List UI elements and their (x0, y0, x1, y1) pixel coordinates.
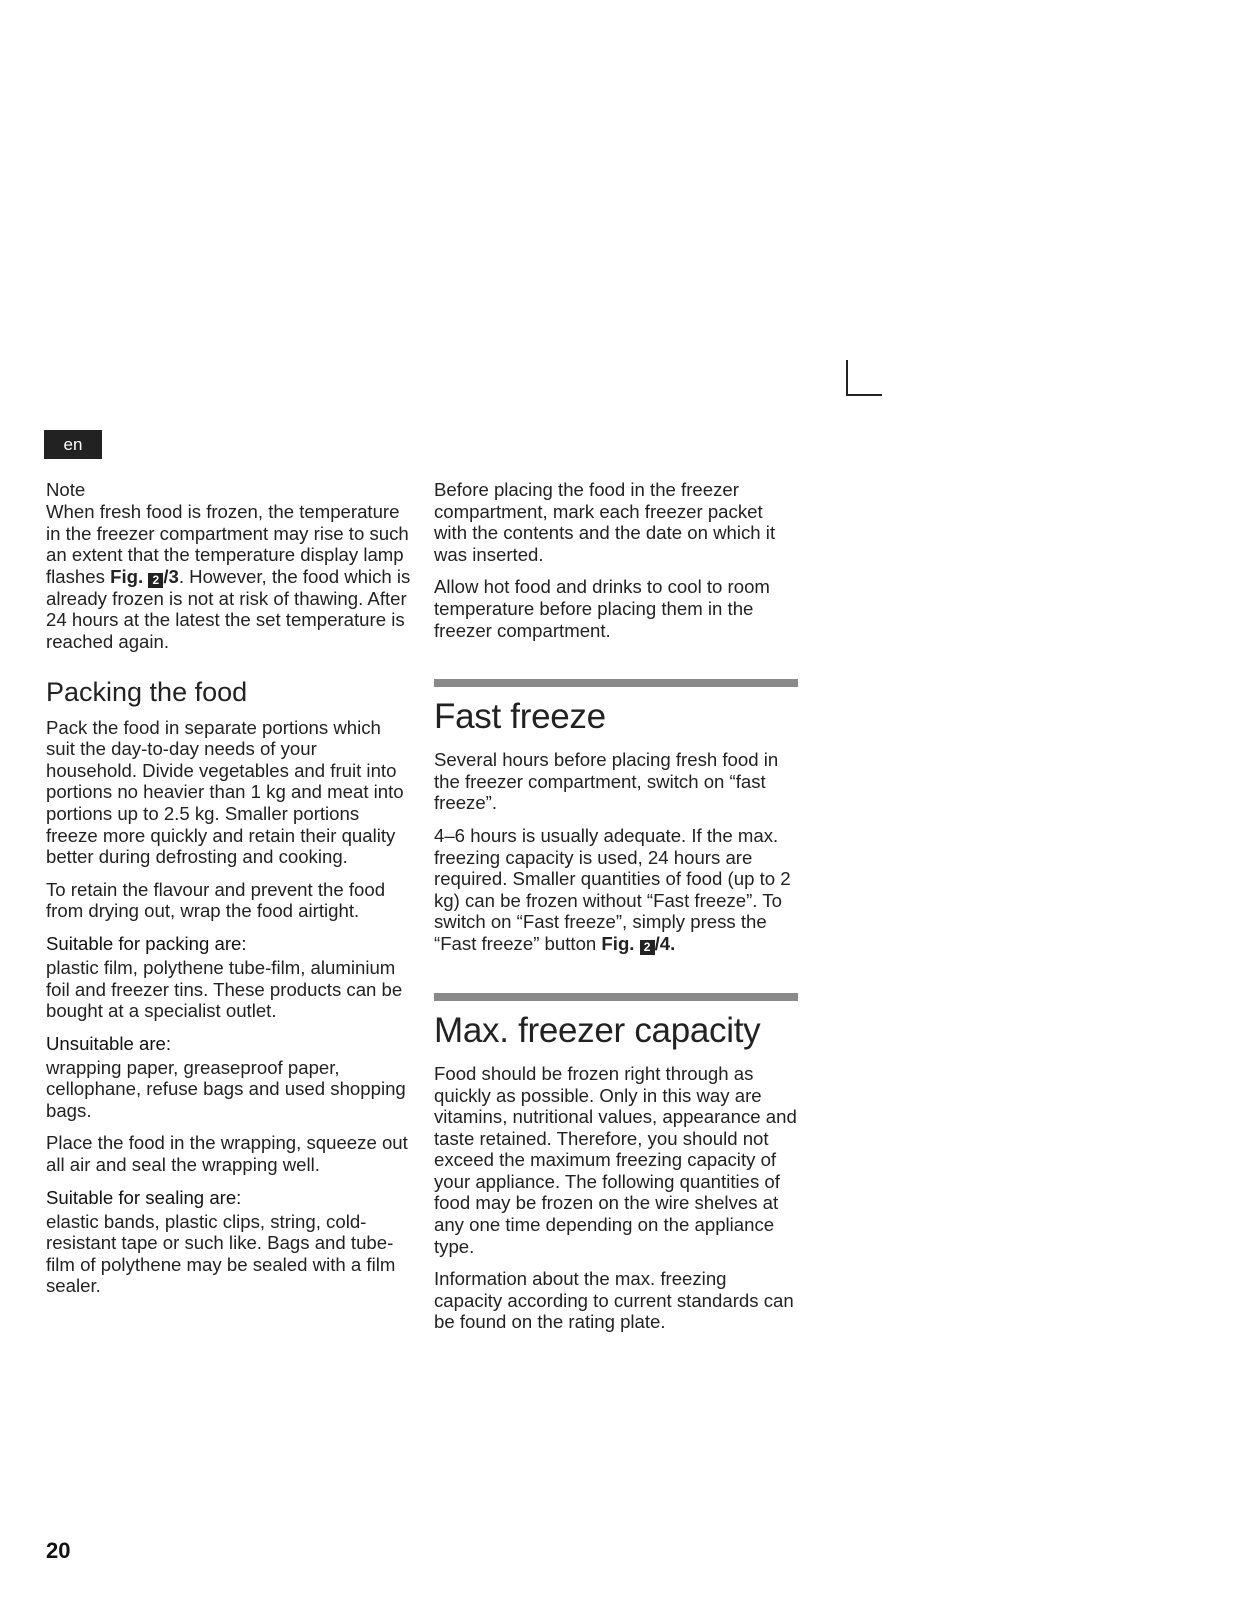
note-title: Note (46, 479, 86, 500)
wrap-instructions: Place the food in the wrapping, squeeze out all air and seal the wrapping well. (46, 1132, 408, 1176)
section-divider (434, 993, 798, 1001)
packing-paragraph-1: Pack the food in separate portions which suit the day-to-day needs of your household. Divide vegetables and fruit into portions no heavier than 1 kg and meat into portions up to 2.5 kg. Smaller portions freeze more quickly and retain their quality better during defrosting and cooking. (46, 716, 404, 868)
note-text-a: When fresh food is frozen, the temperature in the freezer compartment may rise to such an extent that the temperature display lamp flashes (46, 501, 409, 587)
capacity-paragraph-1: Food should be frozen right through as quickly as possible. Only in this way are vitamins, nutritional values, appearance and taste retained. Therefore, you should not exceed the maximum freezing capacity of your appliance. The following quantities of food may be frozen on the wire shelves at any one time depending on the appliance type. (434, 1062, 797, 1257)
suitable-packing-text: plastic film, polythene tube-film, aluminium foil and freezer tins. These products can be bought at a specialist outlet. (46, 956, 403, 1022)
suitable-packing-label: Suitable for packing are: (46, 932, 247, 954)
note-text (46, 501, 411, 653)
figure-number-badge: 2 (148, 573, 163, 588)
fast-freeze-paragraph-1: Several hours before placing fresh food in the freezer compartment, switch on “fast freeze”. (434, 749, 779, 814)
packing-paragraph-2: To retain the flavour and prevent the food from drying out, wrap the food airtight. (46, 878, 386, 922)
capacity-paragraph-2: Information about the max. freezing capacity according to current standards can be found on the rating plate. (434, 1268, 794, 1333)
note-fig-ref: /3 (163, 565, 179, 587)
fast-freeze-heading: Fast freeze (434, 697, 606, 737)
section-divider (434, 679, 798, 687)
language-tab: en (44, 430, 102, 459)
left-column (46, 479, 411, 1297)
fast-freeze-paragraph-2 (434, 825, 798, 955)
fast-fig-ref: /4. (654, 932, 676, 954)
page-number: 20 (46, 1538, 71, 1563)
suitable-sealing-label: Suitable for sealing are: (46, 1186, 242, 1208)
unsuitable-label: Unsuitable are: (46, 1032, 172, 1054)
packing-heading: Packing the food (46, 676, 248, 707)
crop-mark (846, 360, 882, 396)
unsuitable-text: wrapping paper, greaseproof paper, cellophane, refuse bags and used shopping bags. (46, 1056, 406, 1121)
fast-fig-label: Fig. (601, 932, 640, 954)
marking-paragraph: Before placing the food in the freezer compartment, mark each freezer packet with the contents and the date on which it was inserted. (434, 479, 776, 565)
note-fig-label: Fig. (110, 565, 149, 587)
capacity-heading: Max. freezer capacity (434, 1010, 761, 1050)
cooling-paragraph: Allow hot food and drinks to cool to room temperature before placing them in the freezer compartment. (434, 576, 770, 641)
figure-number-badge: 2 (640, 940, 655, 955)
note-text-b: . However, the food which is already frozen is not at risk of thawing. After 24 hours at the latest the set temperature is reached again. (46, 565, 411, 652)
suitable-sealing-text: elastic bands, plastic clips, string, cold-resistant tape or such like. Bags and tube-film of polythene may be sealed with a film sealer. (46, 1210, 396, 1297)
right-column (434, 479, 798, 1333)
fast-freeze-text: 4–6 hours is usually adequate. If the max. freezing capacity is used, 24 hours are required. Smaller quantities of food (up to 2 kg) can be frozen without “Fast freeze”. To switch on “Fast freeze”, simply press the “Fast freeze” button (434, 824, 791, 954)
